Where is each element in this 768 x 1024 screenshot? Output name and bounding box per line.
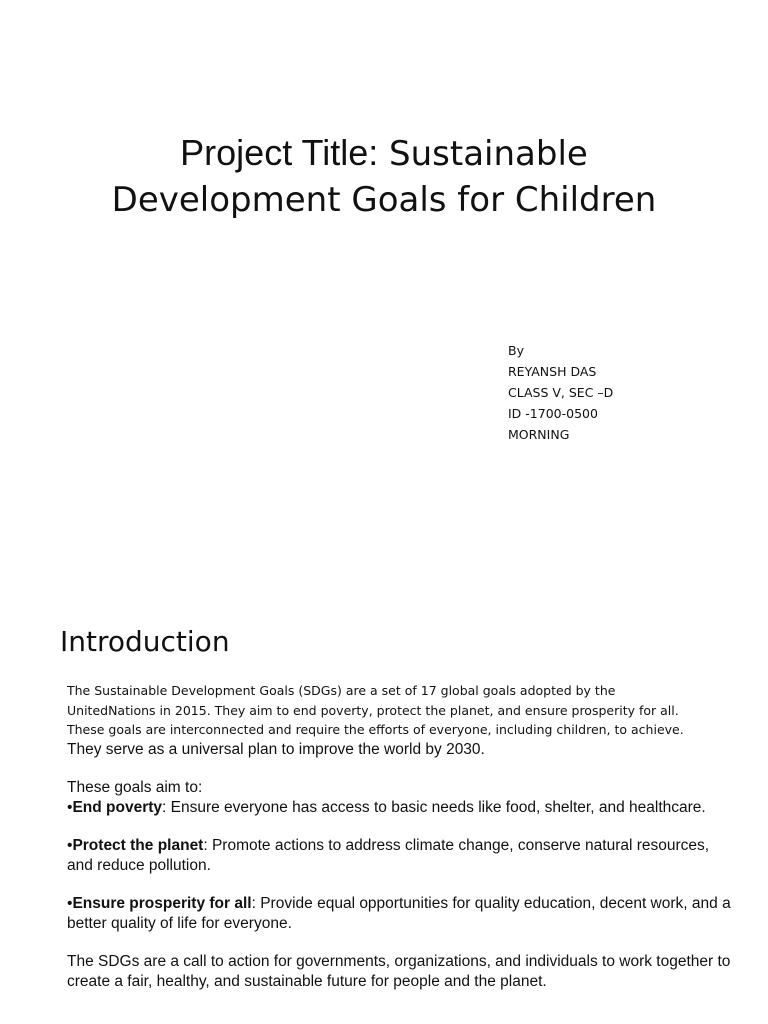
goal-text: : Ensure everyone has access to basic needs like food, shelter, and healthcare.	[162, 798, 706, 816]
goal-label: End poverty	[72, 798, 163, 816]
intro-line-2: UnitedNations in 2015. They aim to end poverty, protect the planet, and ensure prosperity for all.	[67, 702, 679, 718]
byline-name: REYANSH DAS	[508, 364, 597, 379]
bullet: •	[67, 798, 73, 816]
title-line-2: Development Goals for Children	[111, 180, 657, 220]
goal-label: Protect the planet	[72, 837, 204, 854]
goal-item-protect-planet	[67, 836, 732, 875]
introduction-heading: Introduction	[60, 625, 230, 658]
goal-item-ensure-prosperity	[67, 894, 732, 933]
goal-text: : Promote actions to address climate change, conserve natural resources, and reduce pollution.	[67, 837, 710, 874]
byline-id: ID -1700-0500	[508, 406, 598, 421]
byline-shift: MORNING	[508, 427, 570, 442]
byline-by: By	[508, 343, 524, 358]
closing-paragraph: The SDGs are a call to action for governments, organizations, and individuals to work together to create a fair, healthy, and sustainable future for people and the planet.	[67, 953, 731, 990]
goal-label: Ensure prosperity for all	[72, 895, 252, 912]
bullet: •	[67, 895, 73, 912]
spacer	[67, 875, 732, 894]
intro-line-4: They serve as a universal plan to improve the world by 2030.	[67, 740, 485, 758]
title-line-1: Sustainable	[389, 134, 588, 174]
title-prefix: Project Title:	[180, 132, 379, 173]
spacer	[67, 817, 732, 836]
goal-text: : Provide equal opportunities for quality education, decent work, and a better quality of life for everyone.	[67, 895, 731, 932]
goals-section	[67, 778, 732, 991]
author-byline	[508, 340, 613, 445]
project-title	[80, 130, 688, 223]
intro-line-3: These goals are interconnected and require the efforts of everyone, including children, to achieve.	[67, 722, 684, 737]
intro-line-1: The Sustainable Development Goals (SDGs) are a set of 17 global goals adopted by the	[67, 683, 616, 698]
goal-item-end-poverty	[67, 798, 732, 818]
byline-class: CLASS V, SEC –D	[508, 385, 614, 400]
introduction-paragraph	[67, 681, 727, 759]
bullet: •	[67, 837, 73, 854]
aims-lead: These goals aim to:	[67, 779, 203, 796]
spacer	[67, 933, 732, 952]
